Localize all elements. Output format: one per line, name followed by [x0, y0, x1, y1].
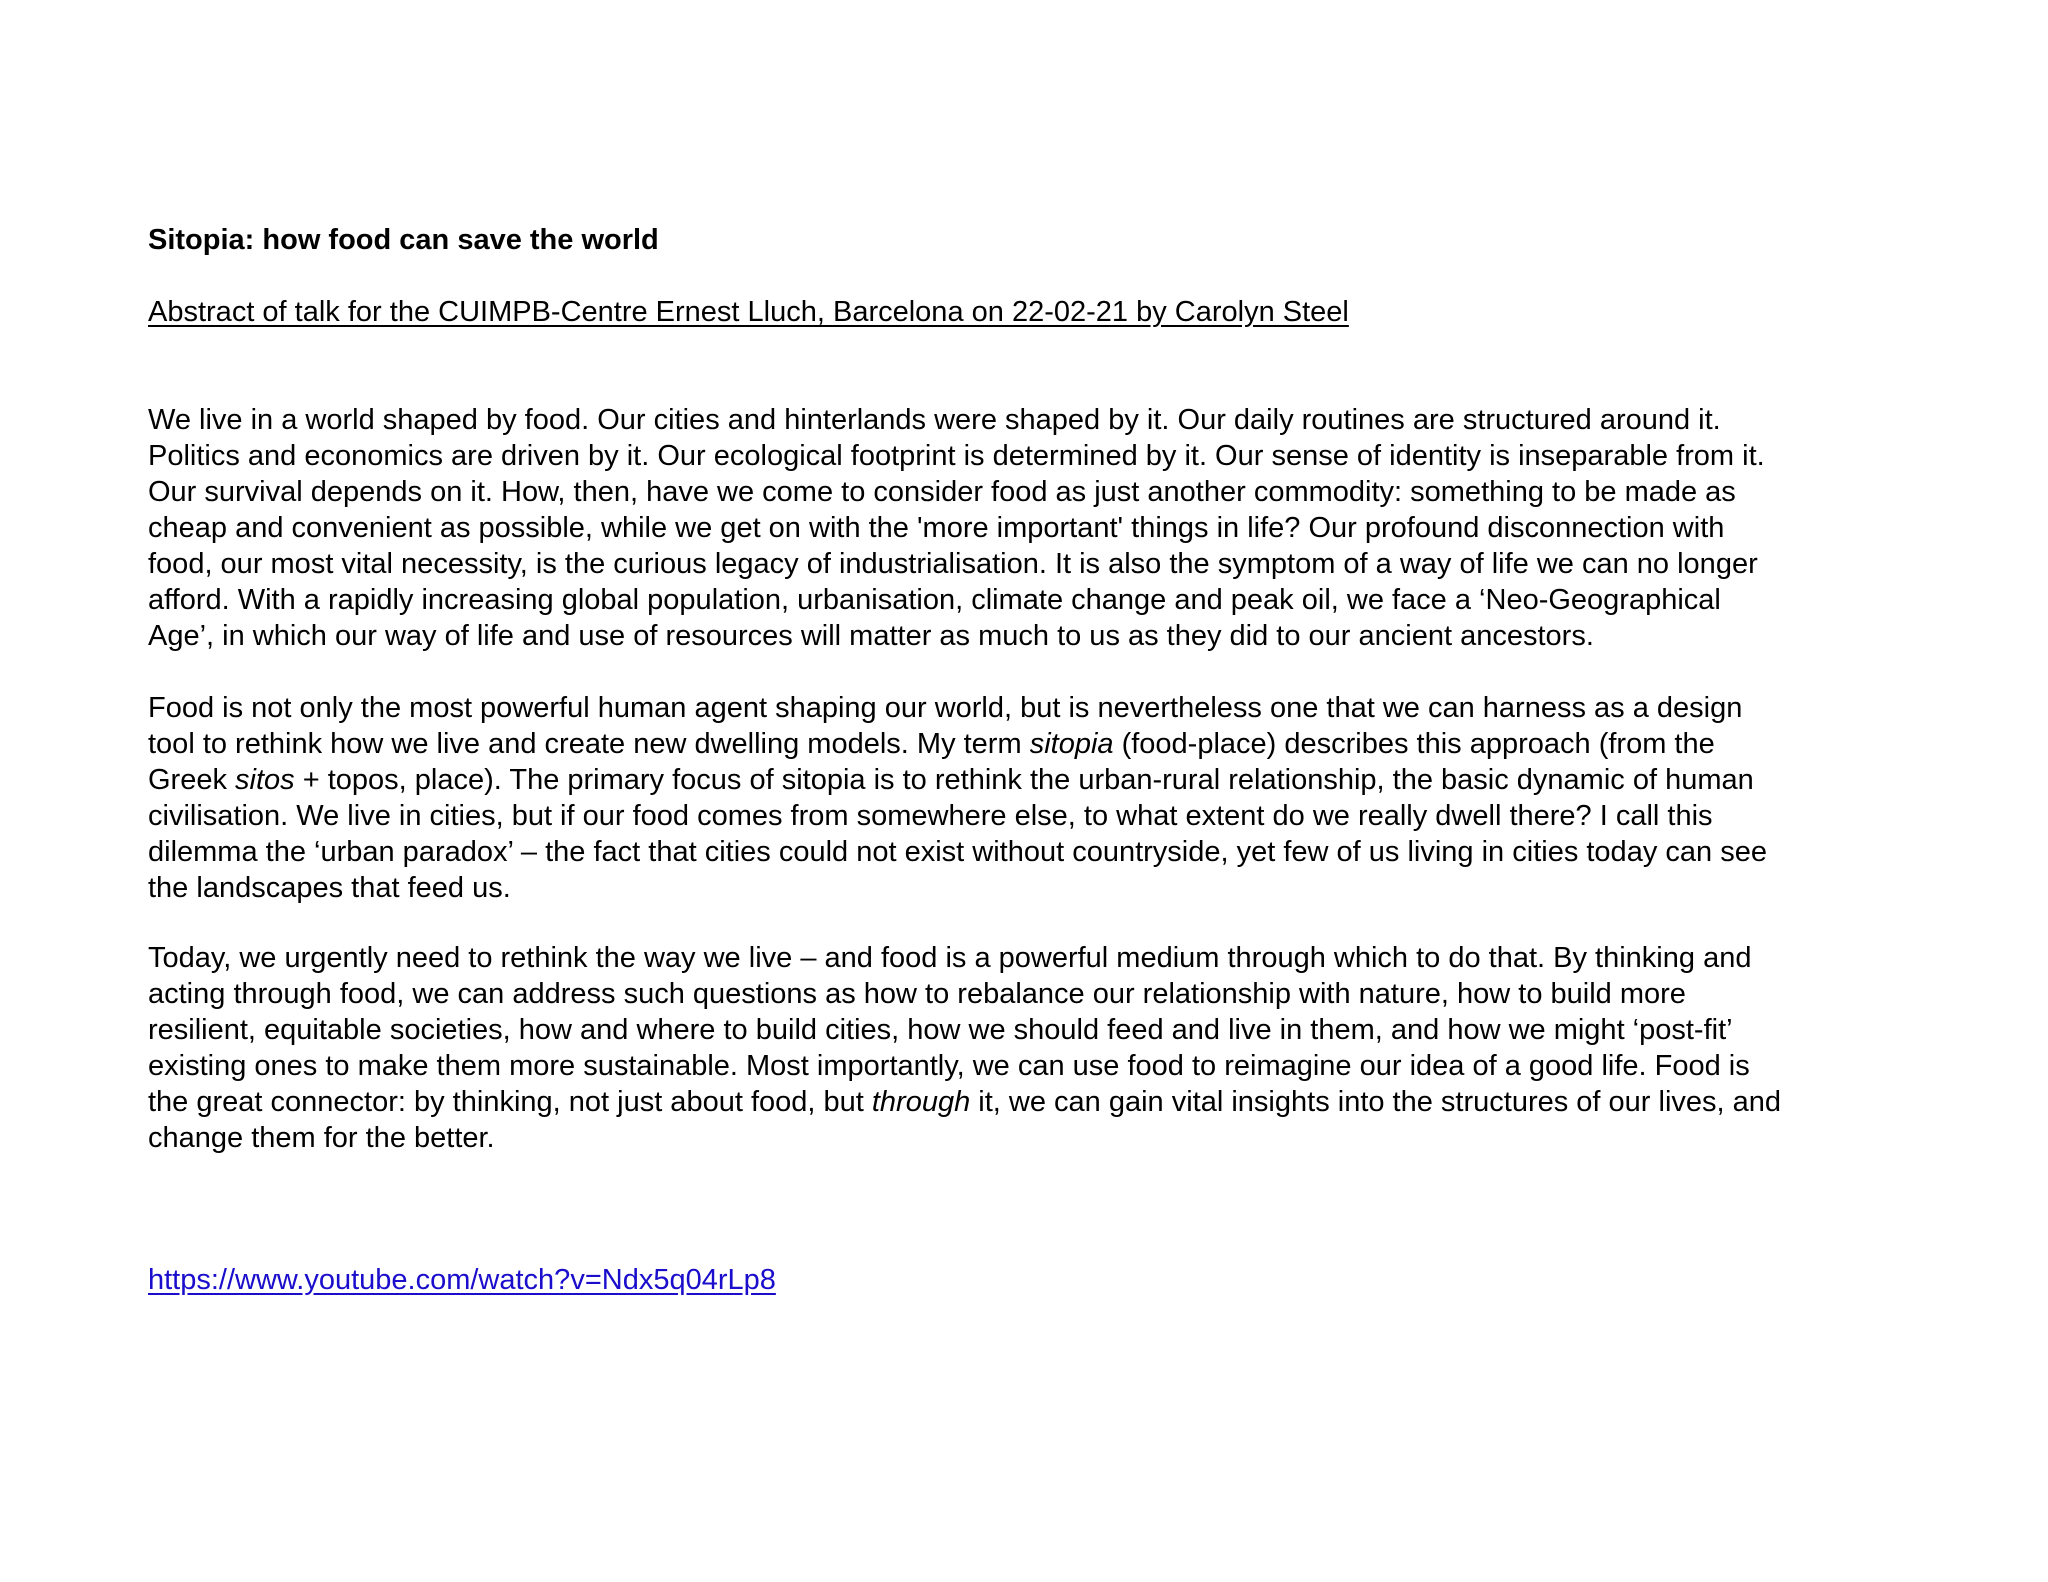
text-run: tool to rethink how we live and create new dwelling models. My term	[148, 728, 1030, 760]
paragraph-1-line: afford. With a rapidly increasing global population, urbanisation, climate change and peak oil, we face a ‘Neo-Geographical	[148, 584, 1721, 616]
italic-term-through: through	[871, 1086, 971, 1118]
paragraph-1-line: We live in a world shaped by food. Our cities and hinterlands were shaped by it. Our daily routines are structured around it.	[148, 404, 1721, 436]
paragraph-2-line: the landscapes that feed us.	[148, 872, 511, 904]
paragraph-2-line: Food is not only the most powerful human agent shaping our world, but is nevertheless one that we can harness as a design	[148, 692, 1743, 724]
paragraph-1-line: food, our most vital necessity, is the curious legacy of industrialisation. It is also the symptom of a way of life we can no longer	[148, 548, 1758, 580]
text-run: it, we can gain vital insights into the structures of our lives, and	[970, 1086, 1782, 1118]
paragraph-2	[148, 690, 1767, 906]
paragraph-1-line: cheap and convenient as possible, while we get on with the 'more important' things in life? Our profound disconnection with	[148, 512, 1725, 544]
paragraph-3-line: change them for the better.	[148, 1122, 495, 1154]
text-run: the great connector: by thinking, not just about food, but	[148, 1086, 872, 1118]
paragraph-2-line	[148, 726, 1767, 762]
text-run: Greek	[148, 764, 236, 796]
paragraph-1-line: Politics and economics are driven by it. Our ecological footprint is determined by it. Our sense of identity is inseparable from it.	[148, 440, 1765, 472]
paragraph-1-line: Age’, in which our way of life and use of resources will matter as much to us as they did to our ancient ancestors.	[148, 620, 1594, 652]
paragraph-2-line: dilemma the ‘urban paradox’ – the fact that cities could not exist without countryside, yet few of us living in cities today can see	[148, 836, 1767, 868]
paragraph-1	[148, 402, 1765, 654]
paragraph-3-line: existing ones to make them more sustainable. Most importantly, we can use food to reimagine our idea of a good life. Food is	[148, 1050, 1750, 1082]
paragraph-2-line: civilisation. We live in cities, but if our food comes from somewhere else, to what extent do we really dwell there? I call this	[148, 800, 1713, 832]
document-subtitle: Abstract of talk for the CUIMPB-Centre Ernest Lluch, Barcelona on 22-02-21 by Carolyn Steel	[148, 296, 1349, 328]
text-run: (food-place) describes this approach (from the	[1113, 728, 1715, 760]
paragraph-3	[148, 940, 1781, 1156]
paragraph-3-line: resilient, equitable societies, how and where to build cities, how we should feed and live in them, and how we might ‘post-fit’	[148, 1014, 1733, 1046]
youtube-link[interactable]: https://www.youtube.com/watch?v=Ndx5q04rLp8	[148, 1264, 776, 1296]
text-run: + topos, place). The primary focus of sitopia is to rethink the urban-rural relationship, the basic dynamic of human	[294, 764, 1754, 796]
paragraph-3-line	[148, 1084, 1781, 1120]
paragraph-2-line	[148, 762, 1767, 798]
paragraph-3-line: Today, we urgently need to rethink the way we live – and food is a powerful medium through which to do that. By thinking and	[148, 942, 1752, 974]
italic-term-sitopia: sitopia	[1029, 728, 1114, 760]
paragraph-1-line: Our survival depends on it. How, then, have we come to consider food as just another commodity: something to be made as	[148, 476, 1736, 508]
document-title: Sitopia: how food can save the world	[148, 224, 659, 256]
paragraph-3-line: acting through food, we can address such questions as how to rebalance our relationship with nature, how to build more	[148, 978, 1686, 1010]
italic-term-sitos: sitos	[235, 764, 295, 796]
